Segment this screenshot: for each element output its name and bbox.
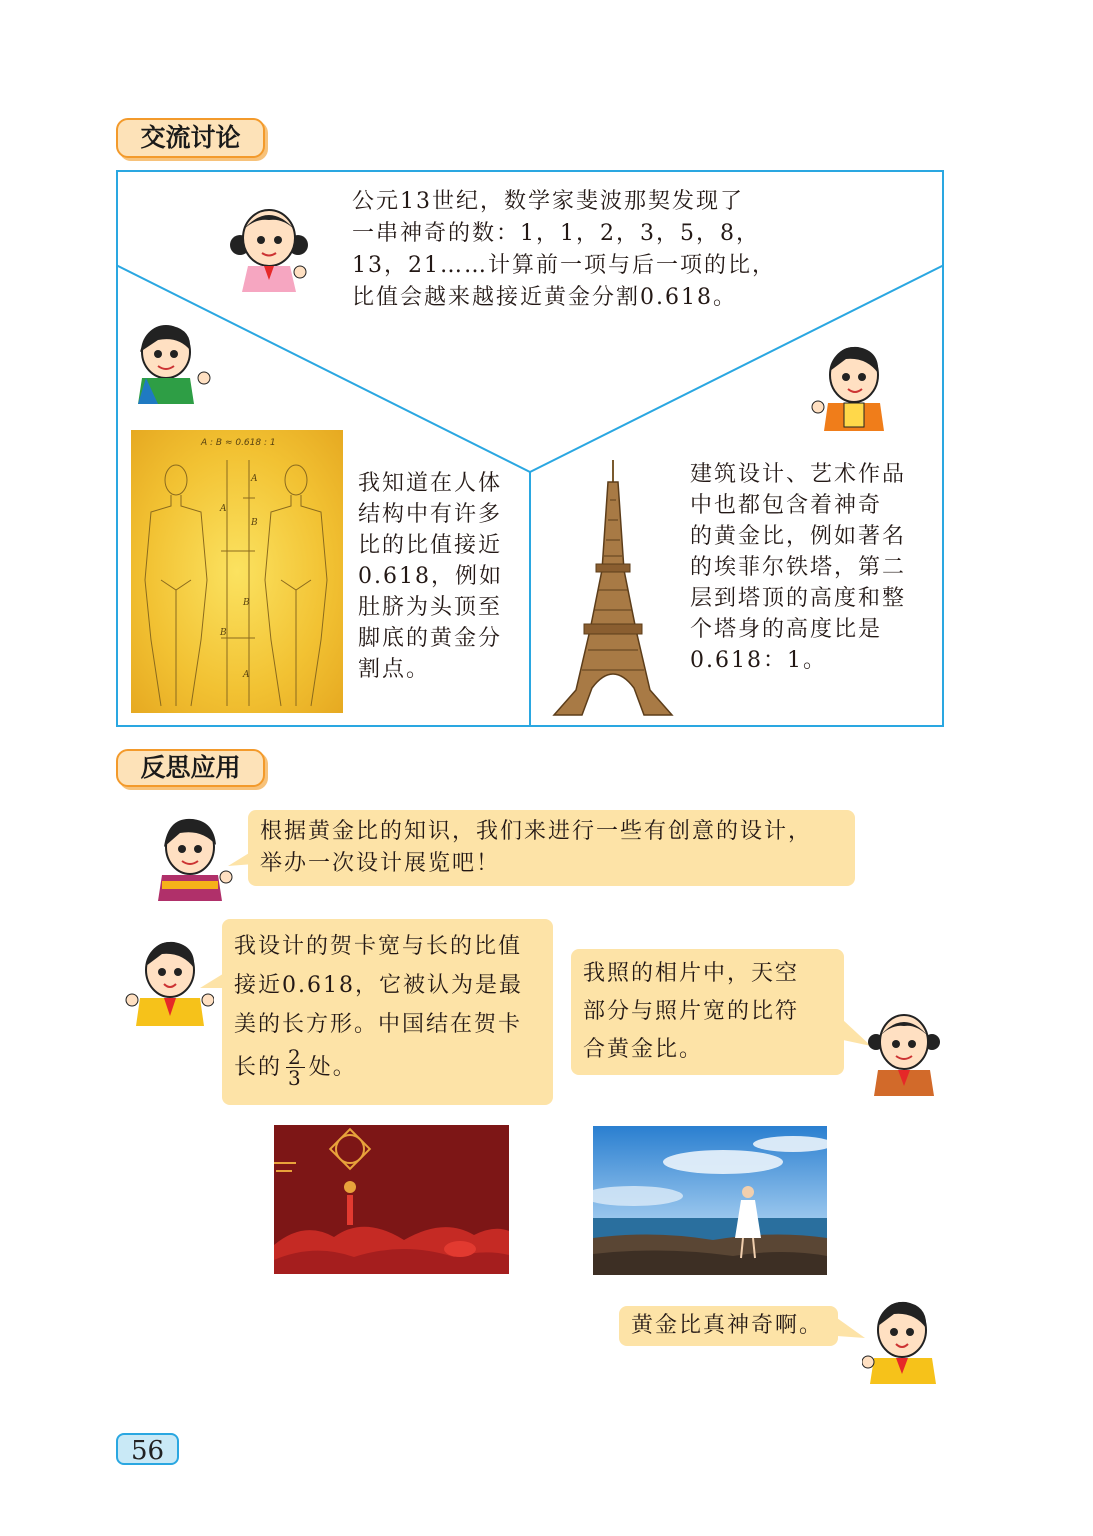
figure-letter: A [220,504,227,514]
page-number: 56 [116,1433,179,1465]
chinese-knot-card [274,1125,509,1274]
figure-letter: B [251,518,258,528]
figure-letter: A [251,474,258,484]
bubble4-tail [837,1318,865,1342]
speech-bubble-greeting-card: 我设计的贺卡宽与长的比值 接近0.618，它被认为是最 美的长方形。中国结在贺卡 长的 2 3 处。 [222,919,553,1105]
girl-character-sweater [152,815,236,901]
fraction-two-thirds: 2 3 [288,1044,303,1090]
fibonacci-text: 公元13世纪，数学家斐波那契发现了 一串神奇的数：1，1，2，3，5，8， 13，21……计算前一项与后一项的比， 比值会越来越接近黄金分割0.618。 [352,189,776,310]
human-body-golden-ratio-figure [131,430,343,713]
speech-bubble-photo: 我照的相片中，天空 部分与照片宽的比符 合黄金比。 [571,949,844,1075]
ratio-label: A : B ≈ 0.618 : 1 [201,438,276,448]
girl-seaside-photo [593,1126,827,1275]
discussion-section-title: 交流讨论 [116,118,265,158]
figure-letter: B [220,628,227,638]
boy-character-right [810,343,896,431]
figure-letter: B [243,598,250,608]
figure-letter: A [243,670,250,680]
body-sketch [131,430,343,713]
reflection-section-title: 反思应用 [116,749,265,787]
fraction-line: 长的 2 3 处。 [234,1044,357,1090]
speech-bubble-amazing: 黄金比真神奇啊。 [619,1306,838,1346]
eiffel-tower-image [552,460,674,720]
greeting-card-image [274,1125,509,1274]
boy-character-bottom [862,1300,942,1384]
girl-character-left [128,322,214,404]
girl-character-photo [866,1012,942,1096]
speech-bubble-design-exhibition: 根据黄金比的知识，我们来进行一些有创意的设计， 举办一次设计展览吧！ [248,810,855,886]
girl-character-top [228,200,310,292]
seaside-photo [593,1126,827,1275]
architecture-text: 建筑设计、艺术作品 中也都包含着神奇 的黄金比，例如著名 的埃菲尔铁塔，第二 层到塔顶的高度和整 个塔身的高度比是 0.618：1。 [690,462,907,673]
human-body-text: 我知道在人体 结构中有许多 比的比值接近 0.618，例如 肚脐为头顶至 脚底的黄金分 割点。 [358,471,503,682]
